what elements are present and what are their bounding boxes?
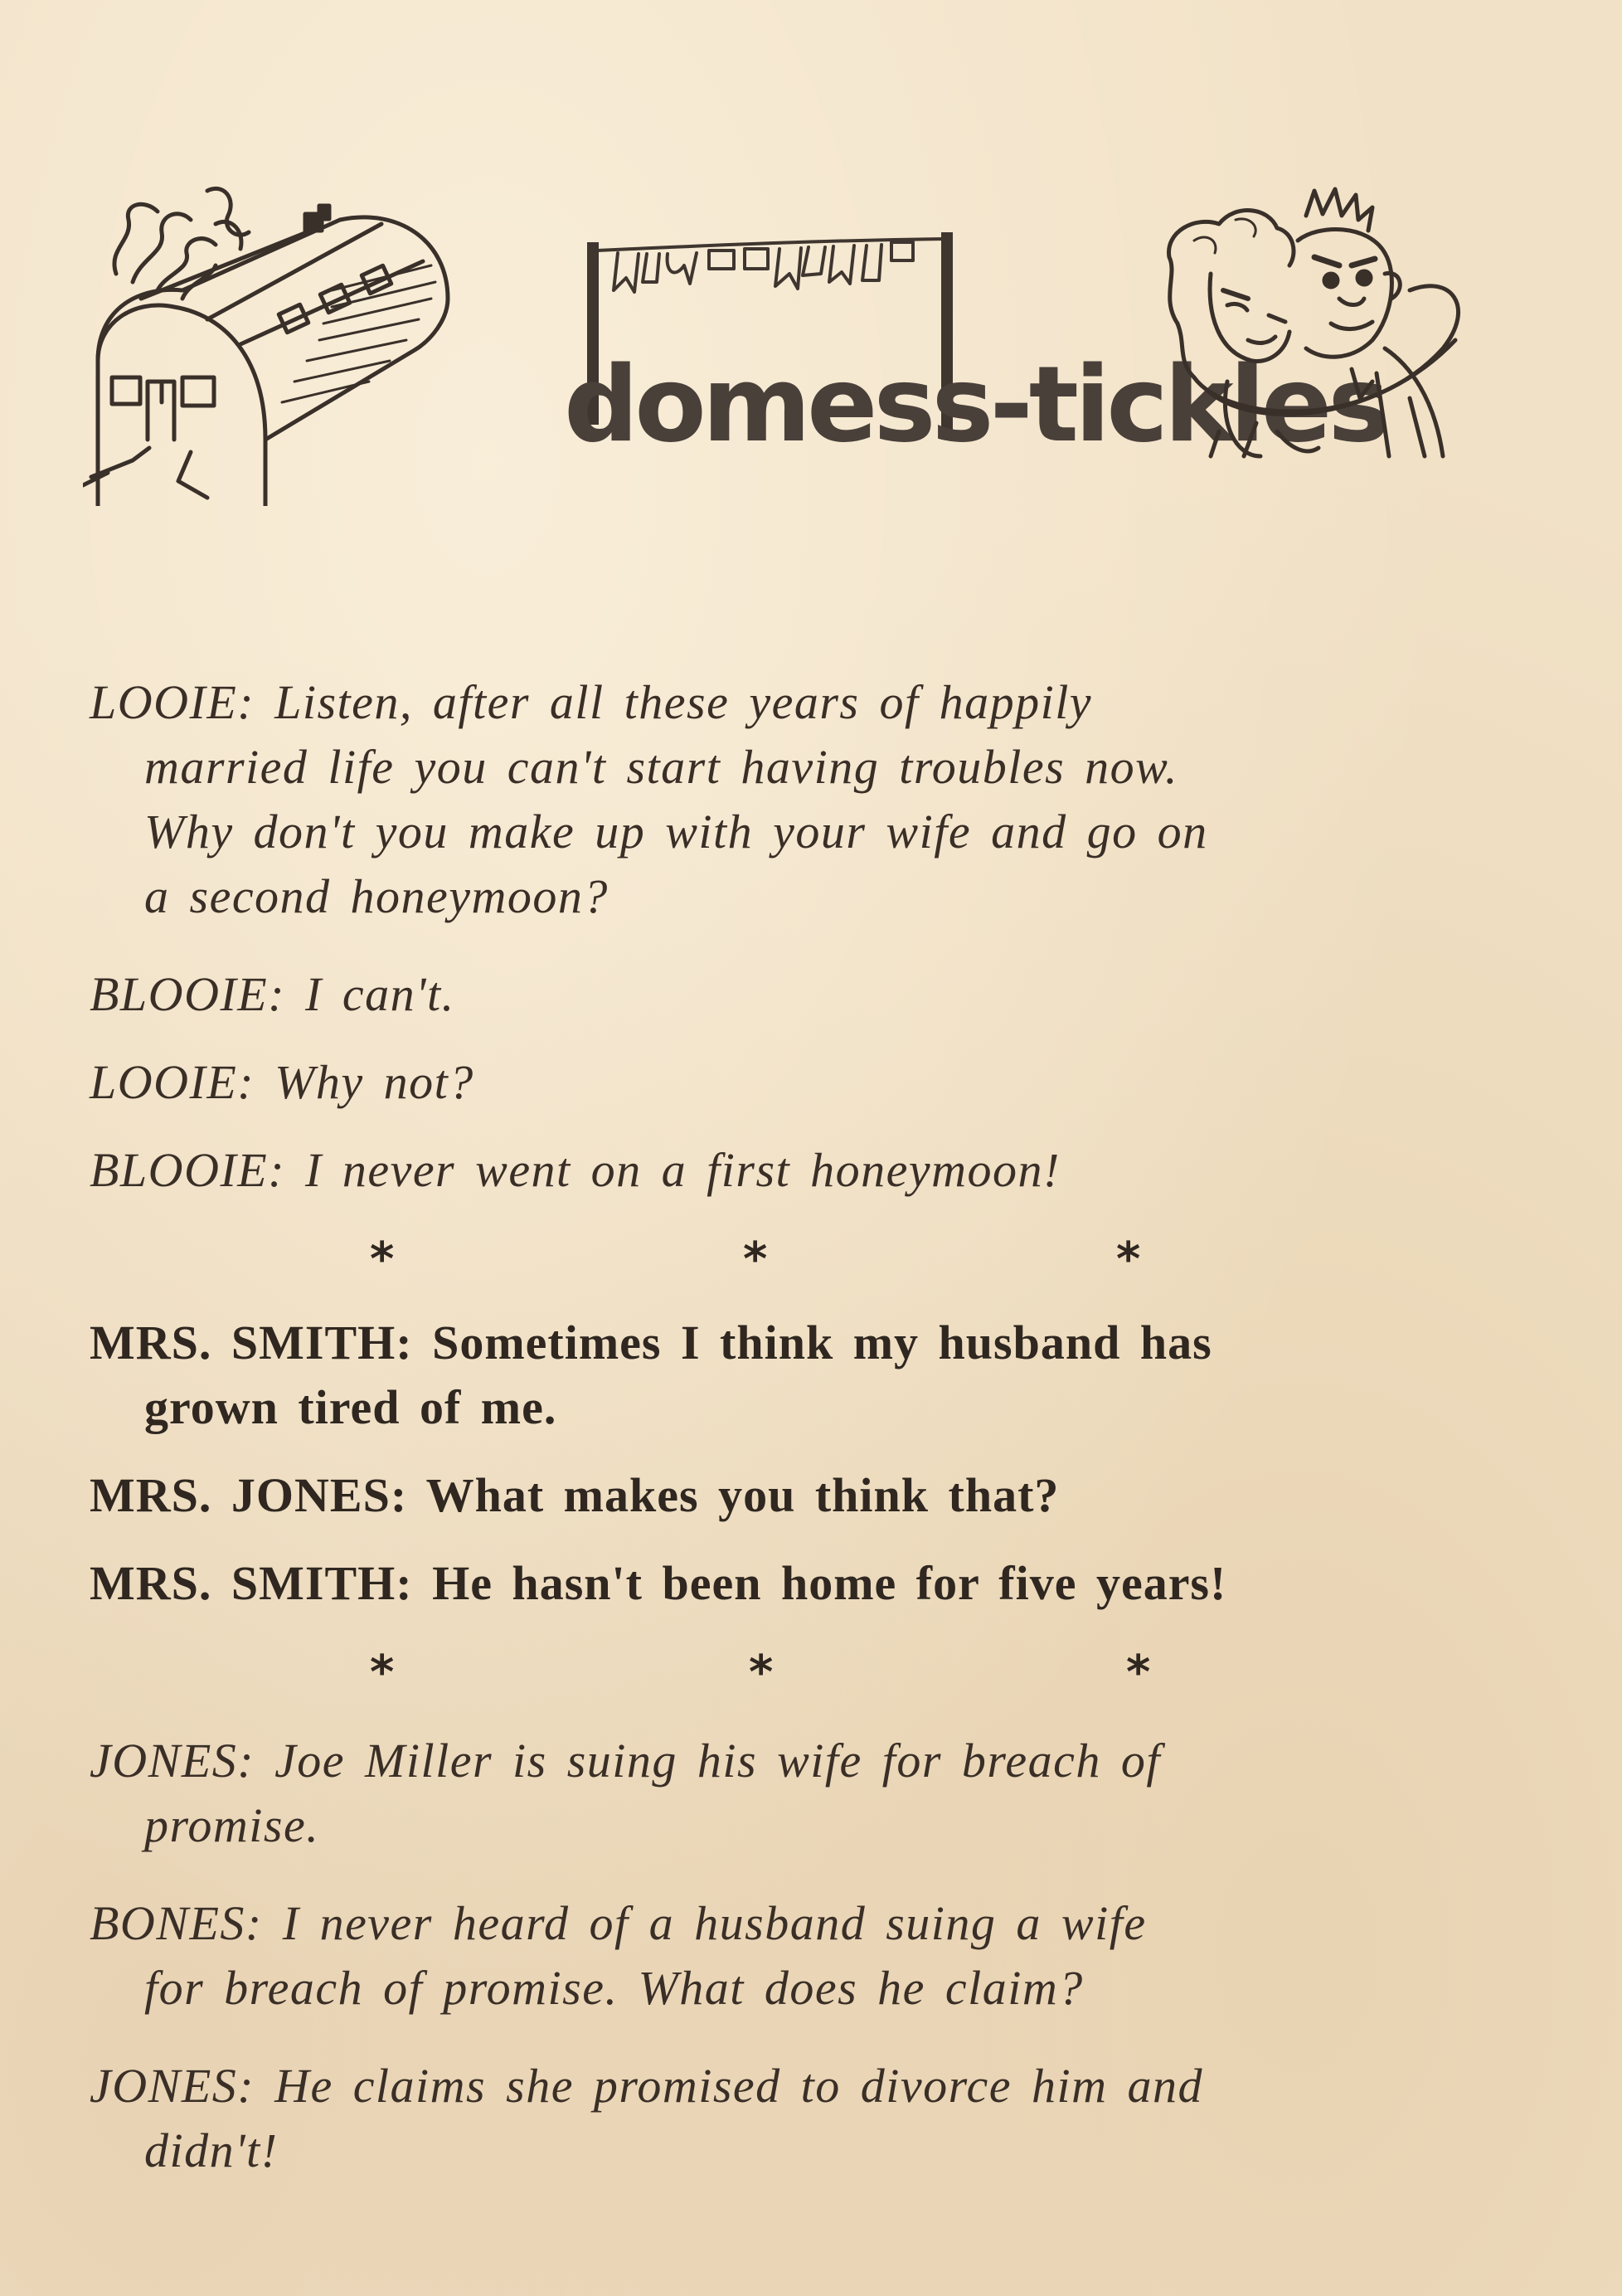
speaker-label: BLOOIE: bbox=[90, 967, 286, 1021]
dialogue-line bbox=[90, 1138, 1441, 1203]
dialogue-line bbox=[90, 2118, 1441, 2183]
dialogue-text: Joe Miller is suing his wife for breach of bbox=[274, 1734, 1161, 1788]
dialogue-line bbox=[90, 1463, 1441, 1528]
dialogue-line bbox=[90, 1956, 1441, 2021]
speaker-label: LOOIE: bbox=[90, 1055, 255, 1109]
speaker-label: JONES: bbox=[90, 2059, 255, 2113]
joke-2 bbox=[90, 1311, 1441, 1616]
dialogue-text: didn't! bbox=[144, 2123, 279, 2177]
speaker-label: MRS. SMITH: bbox=[90, 1316, 413, 1369]
separator-star: * bbox=[370, 1233, 395, 1287]
dialogue-text: Why not? bbox=[274, 1055, 474, 1109]
dialogue-line bbox=[90, 1375, 1441, 1440]
dialogue-line bbox=[90, 864, 1441, 929]
quonset-hut-illustration bbox=[83, 174, 464, 506]
speaker-label: BLOOIE: bbox=[90, 1143, 286, 1197]
separator-stars bbox=[90, 1639, 1441, 1705]
dialogue-line bbox=[90, 800, 1441, 864]
dialogue-text: for breach of promise. What does he claim? bbox=[144, 1961, 1084, 2015]
speaker-label: MRS. SMITH: bbox=[90, 1556, 413, 1610]
dialogue-text: He claims she promised to divorce him and bbox=[274, 2059, 1204, 2113]
dialogue-text: Listen, after all these years of happily bbox=[274, 675, 1093, 729]
separator-star: * bbox=[1116, 1233, 1141, 1287]
speaker-label: BONES: bbox=[90, 1896, 263, 1950]
dialogue-line bbox=[90, 1793, 1441, 1858]
dialogue-text: I never heard of a husband suing a wife bbox=[282, 1896, 1147, 1950]
joke-1 bbox=[90, 670, 1441, 1203]
separator-star: * bbox=[749, 1646, 774, 1700]
title-block bbox=[473, 199, 1386, 514]
separator-stars bbox=[90, 1226, 1441, 1292]
dialogue-text: Why don't you make up with your wife and go on bbox=[144, 805, 1208, 859]
joke-3 bbox=[90, 1729, 1441, 2183]
dialogue-text: What makes you think that? bbox=[425, 1468, 1060, 1522]
dialogue-line bbox=[90, 962, 1441, 1027]
dialogue-line bbox=[90, 1311, 1441, 1375]
dialogue-text: grown tired of me. bbox=[144, 1380, 557, 1434]
dialogue-line bbox=[90, 1551, 1441, 1616]
dialogue-text: He hasn't been home for five years! bbox=[432, 1556, 1227, 1610]
dialogue-line bbox=[90, 670, 1441, 735]
dialogue-line bbox=[90, 1050, 1441, 1115]
dialogue-text: I never went on a first honeymoon! bbox=[305, 1143, 1061, 1197]
speaker-label: JONES: bbox=[90, 1734, 255, 1788]
speaker-label: LOOIE: bbox=[90, 675, 255, 729]
dialogue-text: a second honeymoon? bbox=[144, 869, 609, 923]
separator-star: * bbox=[743, 1233, 768, 1287]
page-title: domess-tickles bbox=[564, 343, 1386, 465]
separator-star: * bbox=[1126, 1646, 1151, 1700]
dialogue-line bbox=[90, 1729, 1441, 1793]
dialogue-text: I can't. bbox=[305, 967, 455, 1021]
couple-illustration bbox=[1161, 182, 1493, 514]
dialogue-text: Sometimes I think my husband has bbox=[432, 1316, 1212, 1369]
dialogue-line bbox=[90, 2054, 1441, 2118]
jokes-content bbox=[90, 670, 1441, 2183]
dialogue-text: married life you can't start having troubles now. bbox=[144, 740, 1179, 794]
header bbox=[83, 174, 1493, 523]
separator-star: * bbox=[370, 1646, 395, 1700]
dialogue-line bbox=[90, 735, 1441, 800]
speaker-label: MRS. JONES: bbox=[90, 1468, 408, 1522]
dialogue-line bbox=[90, 1891, 1441, 1956]
dialogue-text: promise. bbox=[144, 1798, 320, 1852]
